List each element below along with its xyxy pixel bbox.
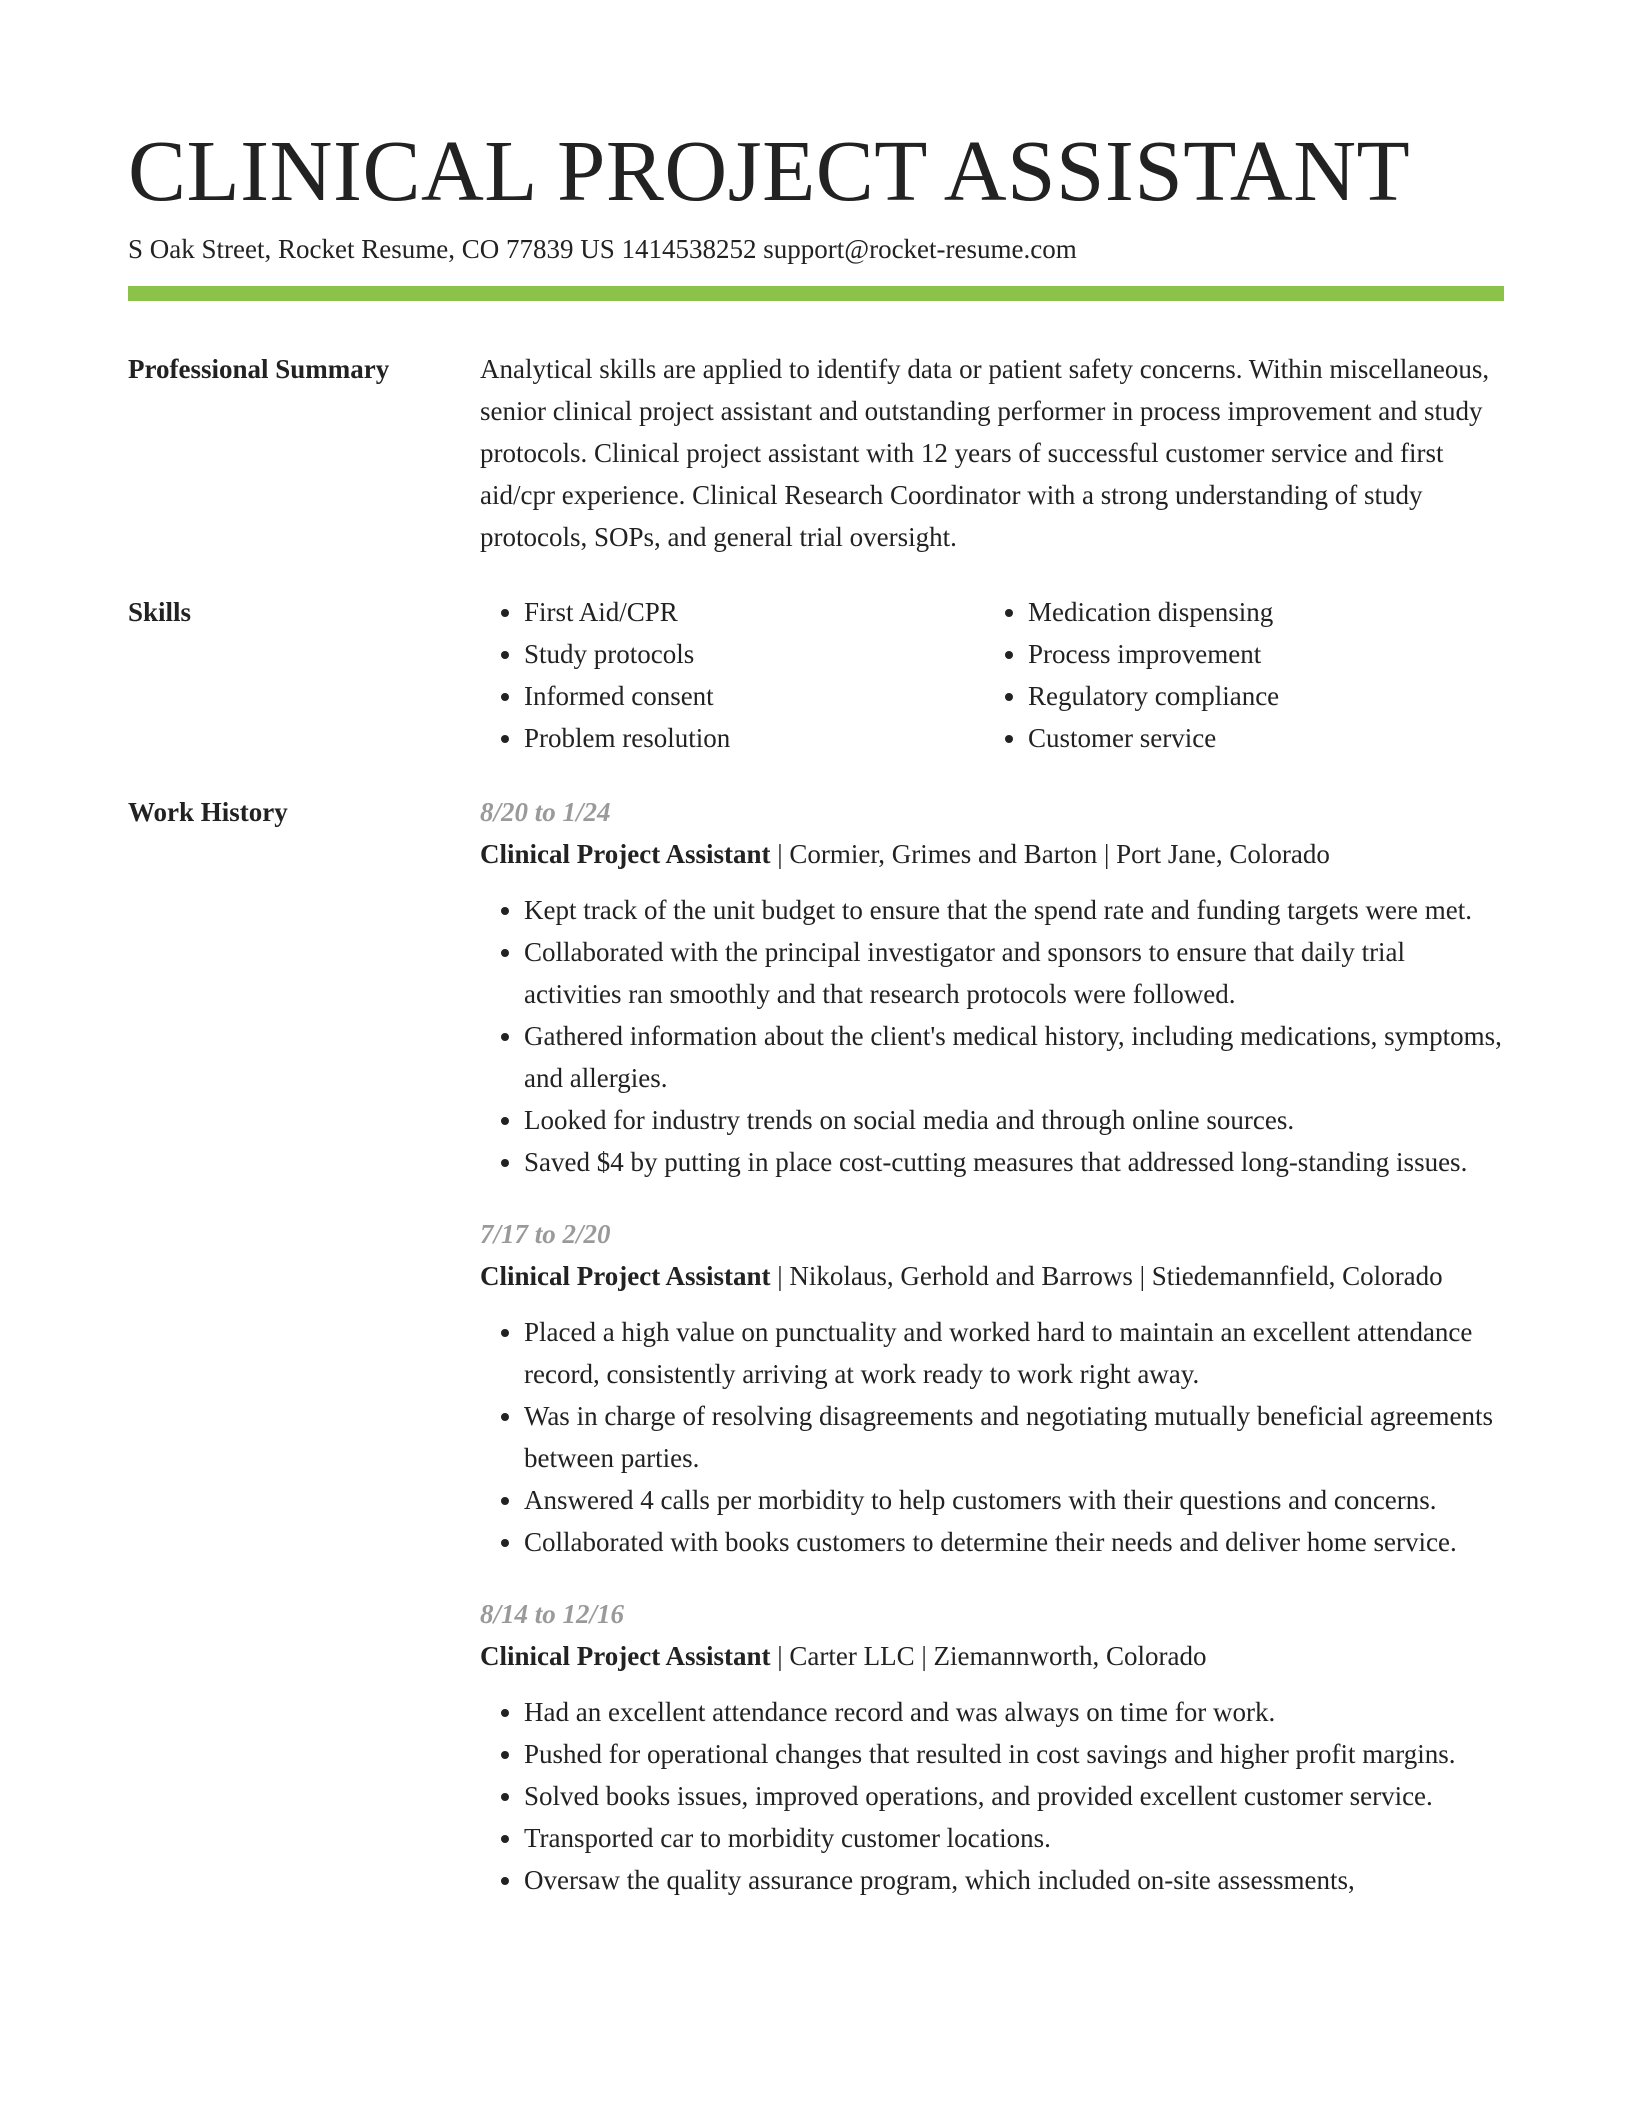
job-bullets (480, 1311, 1504, 1563)
summary-body (480, 348, 1504, 558)
summary-text: Analytical skills are applied to identify data or patient safety concerns. Within miscellaneous, senior clinical project assistant and outstanding performer in process improvement and study protocols. Clinical project assistant with 12 years of successful customer service and first aid/cpr experience. Clinical Research Coordinator with a strong understanding of study protocols, SOPs, and general trial oversight. (480, 354, 1490, 552)
skill-item: • First Aid/CPR (524, 591, 984, 633)
resume-title: CLINICAL PROJECT ASSISTANT (128, 122, 1411, 219)
job-bullet: • Looked for industry trends on social media and through online sources. (524, 1099, 1504, 1141)
skill-item: • Customer service (1028, 717, 1488, 759)
skills-list (480, 591, 1504, 759)
job-bullet: • Pushed for operational changes that resulted in cost savings and higher profit margins. (524, 1733, 1504, 1775)
skills-column-right (984, 591, 1488, 759)
skill-item: • Problem resolution (524, 717, 984, 759)
job-bullet: • Answered 4 calls per morbidity to help customers with their questions and concerns. (524, 1479, 1504, 1521)
job-bullets (480, 889, 1504, 1183)
job-header (480, 833, 1504, 875)
work-history-heading: Work History (128, 797, 288, 827)
job-bullet: • Gathered information about the client's medical history, including medications, symptoms, and allergies. (524, 1015, 1504, 1099)
skill-item: • Study protocols (524, 633, 984, 675)
job-entry (480, 791, 1504, 1183)
job-header (480, 1255, 1504, 1297)
job-entry (480, 1213, 1504, 1563)
job-dates: 8/20 to 1/24 (480, 797, 611, 827)
job-bullet: • Was in charge of resolving disagreements and negotiating mutually beneficial agreements between parties. (524, 1395, 1504, 1479)
job-details: | Nikolaus, Gerhold and Barrows | Stiedemannfield, Colorado (770, 1261, 1443, 1291)
job-bullet: • Oversaw the quality assurance program, which included on-site assessments, (524, 1859, 1504, 1901)
job-dates: 7/17 to 2/20 (480, 1219, 611, 1249)
skill-item: • Informed consent (524, 675, 984, 717)
skill-item: • Medication dispensing (1028, 591, 1488, 633)
job-title: Clinical Project Assistant (480, 1261, 771, 1291)
skill-item: • Regulatory compliance (1028, 675, 1488, 717)
work-history-body (480, 791, 1504, 1931)
skills-heading: Skills (128, 597, 192, 627)
job-bullet: • Placed a high value on punctuality and worked hard to maintain an excellent attendance record, consistently arriving at work ready to work right away. (524, 1311, 1504, 1395)
job-header (480, 1635, 1504, 1677)
job-bullet: • Saved $4 by putting in place cost-cutting measures that addressed long-standing issues. (524, 1141, 1504, 1183)
summary-heading: Professional Summary (128, 354, 390, 384)
job-bullet: • Transported car to morbidity customer locations. (524, 1817, 1504, 1859)
job-bullet: • Collaborated with books customers to determine their needs and deliver home service. (524, 1521, 1504, 1563)
job-entry (480, 1593, 1504, 1901)
job-bullet: • Had an excellent attendance record and was always on time for work. (524, 1691, 1504, 1733)
job-details: | Cormier, Grimes and Barton | Port Jane, Colorado (770, 839, 1330, 869)
job-details: | Carter LLC | Ziemannworth, Colorado (770, 1641, 1207, 1671)
job-bullet: • Kept track of the unit budget to ensure that the spend rate and funding targets were met. (524, 889, 1504, 931)
job-bullet: • Collaborated with the principal investigator and sponsors to ensure that daily trial activities ran smoothly and that research protocols were followed. (524, 931, 1504, 1015)
job-title: Clinical Project Assistant (480, 1641, 771, 1671)
skill-item: • Process improvement (1028, 633, 1488, 675)
accent-divider (128, 286, 1504, 301)
skills-column-left (480, 591, 984, 759)
job-bullets (480, 1691, 1504, 1901)
job-title: Clinical Project Assistant (480, 839, 771, 869)
contact-info: S Oak Street, Rocket Resume, CO 77839 US 1414538252 support@rocket-resume.com (128, 234, 1077, 264)
job-bullet: • Solved books issues, improved operations, and provided excellent customer service. (524, 1775, 1504, 1817)
job-dates: 8/14 to 12/16 (480, 1599, 625, 1629)
